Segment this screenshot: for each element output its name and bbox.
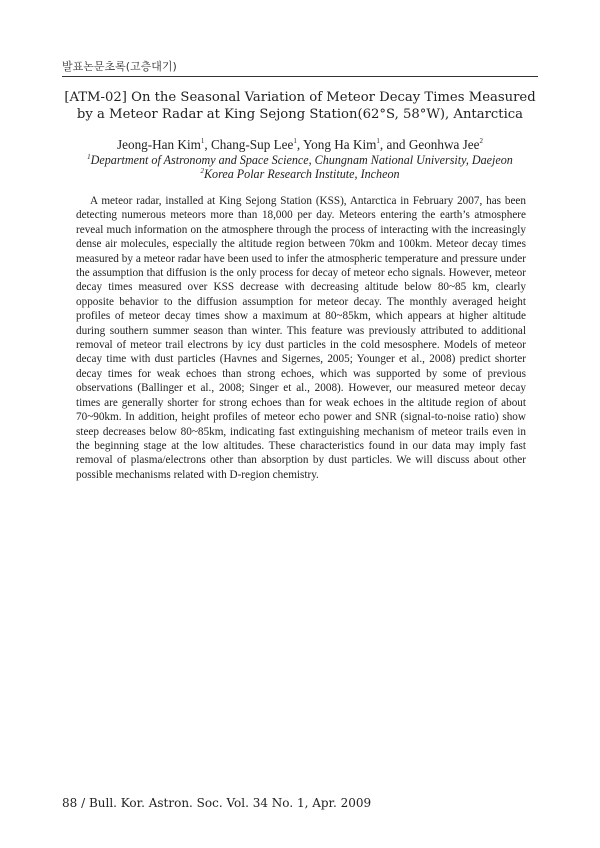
affiliation-mark: 1 (87, 153, 91, 161)
abstract-body: A meteor radar, installed at King Sejong Station (KSS), Antarctica in February 2007, has been detecting numerous meteors more than 18,000 per day. Meteors entering the earth’s atmosphere reveal much information on the atmosphere through the process of interacting with the increasingly dense air molecules, especially the altitude region between 70km and 100km. Meteor decay times measured by a meteor radar have been used to infer the atmospheric temperature and pressure under the assumption that diffusion is the only process for decay of meteor echo signals. However, meteor decay times measured over KSS decrease with decreasing altitude below 80~85 km, clearly opposite behavior to the diffusion assumption for meteor decay. The monthly averaged height profiles of meteor decay times show a maximum at 80~85km, which appears at higher altitude during southern summer season than winter. This feature was previously attributed to additional removal of meteor trail electrons by icy dust particles in the cold mesosphere. Models of meteor decay time with dust particles (Havnes and Sigernes, 2005; Younger et al., 2008) predict shorter decay times for weak echoes than strong echoes, which was supported by some of previous observations (Ballinger et al., 2008; Singer et al., 2008). However, our measured meteor decay times are generally shorter for strong echoes than for weak echoes in the altitude region of about 70~90km. In addition, height profiles of meteor echo power and SNR (signal-to-noise ratio) show steep decreases below 80~85km, indicating fast extinguishing mechanism of meteor trails even in the beginning stage at the low altitudes. These characteristics found in our data may imply fast removal of plasma/electrons other than absorption by dust particles. We will discuss about other possible mechanisms related with D-region chemistry. (76, 195, 526, 481)
author-name: Yong Ha Kim (302, 137, 377, 152)
author-affiliation-mark: 2 (479, 137, 483, 145)
affiliation-text: Korea Polar Research Institute, Incheon (203, 167, 400, 181)
author-name: Chang-Sup Lee (210, 137, 294, 152)
header-divider (62, 76, 538, 77)
title-line-2: by a Meteor Radar at King Sejong Station(62°S, 58°W), Antarctica (76, 107, 524, 122)
author-separator: , (296, 137, 303, 152)
author-name: Jeong-Han Kim (117, 137, 201, 152)
affiliation-text: Department of Astronomy and Space Science, Chungnam National University, Daejeon (90, 153, 513, 167)
author-affiliation-mark: 1 (293, 137, 297, 145)
page-footer: 88 / Bull. Kor. Astron. Soc. Vol. 34 No. 1, Apr. 2009 (62, 796, 372, 810)
author-affiliation-mark: 1 (376, 137, 380, 145)
paper-title (60, 89, 540, 123)
title-line-1: [ATM-02] On the Seasonal Variation of Meteor Decay Times Measured (64, 90, 536, 105)
affiliation-mark: 2 (200, 167, 204, 175)
author-name: Geonhwa Jee (408, 137, 480, 152)
affiliation-2 (60, 164, 540, 181)
author-separator: , (204, 137, 211, 152)
author-affiliation-mark: 1 (200, 137, 205, 145)
section-header: 발표논문초록(고층대기) (62, 60, 177, 73)
author-separator: , and (379, 137, 409, 152)
